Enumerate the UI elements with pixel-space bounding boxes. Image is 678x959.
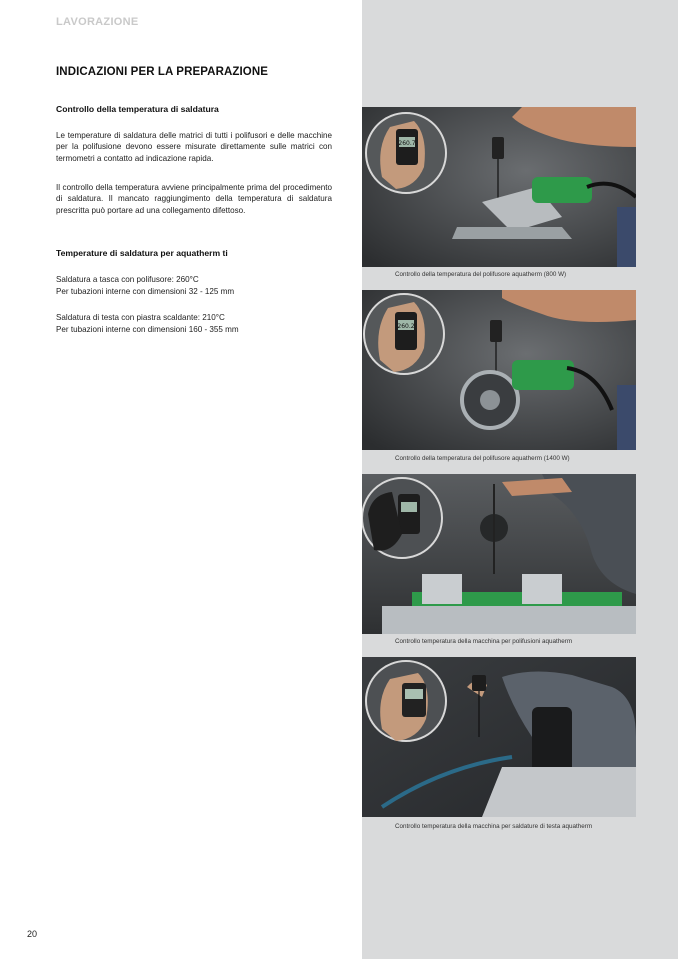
socket-welding-temp: Saldatura a tasca con polifusore: 260°C [56, 275, 199, 284]
caption-photo-2: Controllo della temperatura del polifusore aquatherm (1400 W) [395, 455, 570, 462]
caption-photo-1: Controllo della temperatura del polifusore aquatherm (800 W) [395, 271, 567, 278]
subheading-temperature-check: Controllo della temperatura di saldatura [56, 104, 219, 114]
thermometer-reading-1: 260.7 [398, 140, 416, 147]
caption-photo-4: Controllo temperatura della macchina per saldature di testa aquatherm [395, 823, 593, 830]
paragraph-matrices: Le temperature di saldatura delle matrici di tutti i polifusori e delle macchine per la polifusione devono essere misurate direttamente sulle matrici con termometri a contatto ad indicazione rapida. [56, 131, 332, 163]
caption-photo-3: Controllo temperatura della macchina per polifusioni aquatherm [395, 638, 573, 645]
photo-polifusore-1400w [362, 290, 636, 450]
section-tag: LAVORAZIONE [56, 16, 139, 28]
page-title: INDICAZIONI PER LA PREPARAZIONE [56, 66, 269, 78]
subheading-welding-temperatures: Temperature di saldatura per aquatherm ti [56, 248, 228, 258]
page-number: 20 [27, 929, 38, 939]
socket-welding-dimensions: Per tubazioni interne con dimensioni 32 - 125 mm [56, 287, 235, 296]
butt-welding-dimensions: Per tubazioni interne con dimensioni 160 - 355 mm [56, 325, 239, 334]
thermometer-reading-2: 260.2 [397, 323, 415, 330]
photo-polifusore-800w [362, 107, 636, 267]
photo-butt-welding-machine [362, 657, 636, 817]
photo-polifusion-machine [362, 474, 636, 634]
paragraph-procedure: Il controllo della temperatura avviene principalmente prima del procedimento di saldatura. Il mancato raggiungimento della temperatura di saldatura prescritta può portare ad una collegamento difettoso. [56, 183, 332, 215]
butt-welding-temp: Saldatura di testa con piastra scaldante: 210°C [56, 313, 225, 322]
